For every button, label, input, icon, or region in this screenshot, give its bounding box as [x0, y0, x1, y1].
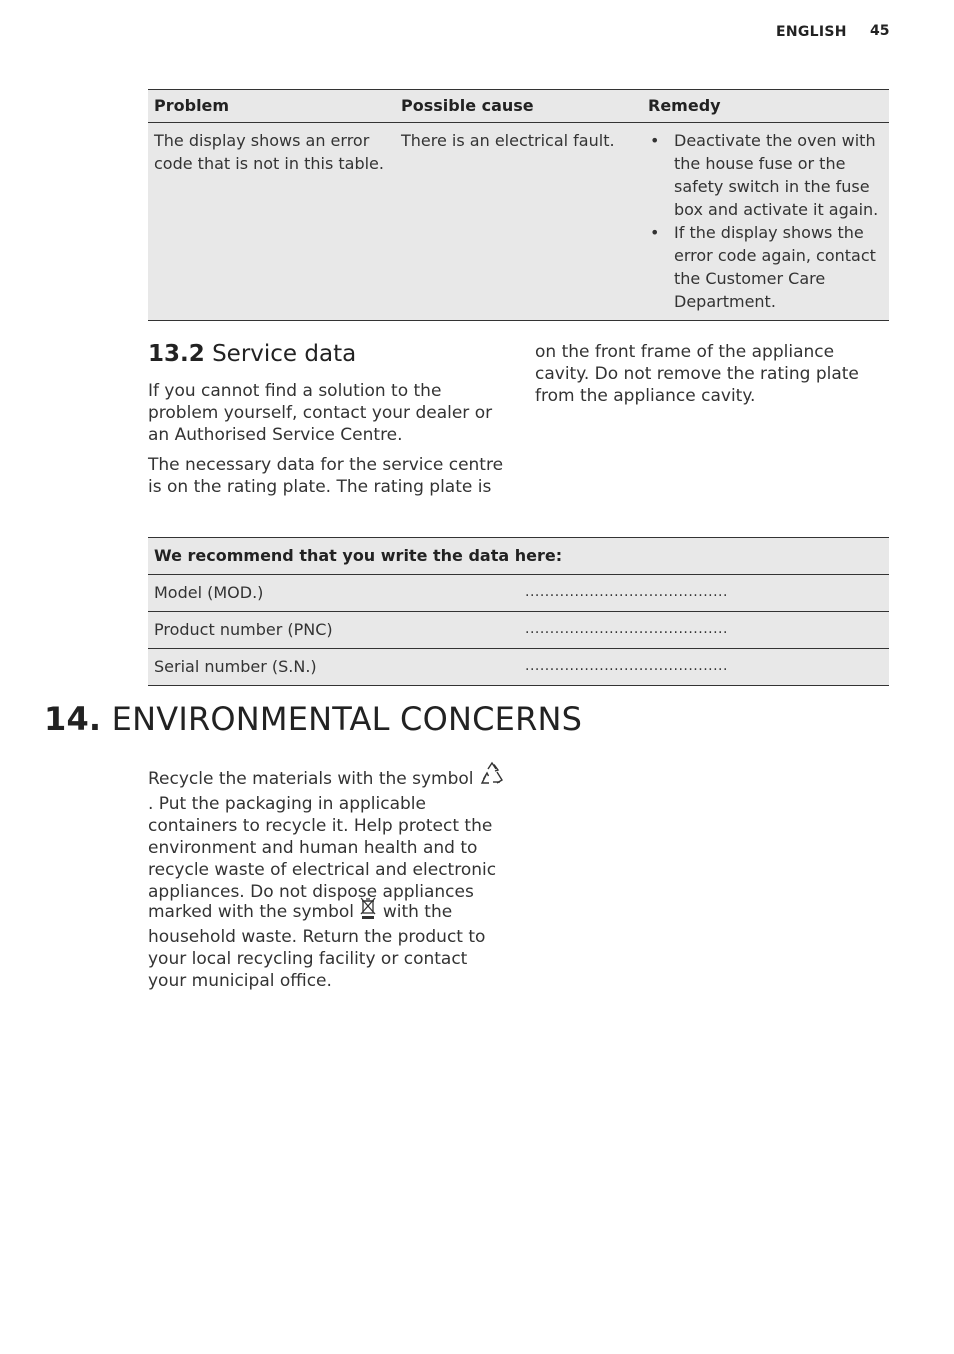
service-paragraph-1: If you cannot find a solution to the problem yourself, contact your dealer or an Authorised Service Centre.: [148, 381, 493, 445]
table-header-row: [148, 90, 889, 123]
table-row: [148, 123, 889, 321]
service-paragraph-3: on the front frame of the appliance cavity. Do not remove the rating plate from the appliance cavity.: [535, 342, 859, 406]
chapter-title-text: ENVIRONMENTAL CONCERNS: [111, 700, 583, 738]
remedy-list: [648, 129, 883, 313]
environment-paragraph-1: [148, 761, 508, 903]
remedy-cell: [642, 123, 889, 321]
section-number: 13.2: [148, 341, 205, 367]
table-row: [148, 649, 889, 686]
bullet-icon: •: [650, 223, 660, 242]
environment-text: . Put the packaging in applicable containers to recycle it. Help protect the environment and human health and to recycle waste of electrical and electronic appliances. Do not dispose appliances: [148, 794, 497, 902]
recycle-icon: [479, 761, 505, 793]
row-label: Product number (PNC): [148, 612, 519, 649]
bullet-icon: •: [650, 131, 660, 150]
page-header: [0, 22, 954, 42]
remedy-text: If the display shows the error code again, contact the Customer Care Department.: [674, 223, 876, 311]
troubleshooting-table: [148, 89, 889, 321]
environment-text: with the household waste. Return the product to your local recycling facility or contact your municipal office.: [148, 902, 486, 991]
chapter-title: [44, 700, 582, 738]
table-row: [148, 612, 889, 649]
remedy-text: Deactivate the oven with the house fuse or the safety switch in the fuse box and activate it again.: [674, 131, 879, 219]
section-title-text: Service data: [212, 341, 357, 367]
problem-cell: The display shows an error code that is not in this table.: [148, 123, 395, 321]
column-header-cause: Possible cause: [395, 90, 642, 123]
row-value: .........................................: [519, 649, 889, 686]
environment-paragraph-2: [148, 896, 508, 992]
header-language: ENGLISH: [776, 24, 847, 40]
list-item: [648, 221, 883, 313]
row-label: Serial number (S.N.): [148, 649, 519, 686]
table-row: [148, 575, 889, 612]
crossed-bin-icon: [359, 896, 377, 926]
table-header-row: [148, 538, 889, 575]
list-item: [648, 129, 883, 221]
service-paragraph-2: The necessary data for the service centre is on the rating plate. The rating plate is: [148, 455, 504, 497]
row-value: .........................................: [519, 575, 889, 612]
row-value: .........................................: [519, 612, 889, 649]
section-title: [148, 341, 356, 367]
row-label: Model (MOD.): [148, 575, 519, 612]
data-table-header: We recommend that you write the data here:: [148, 538, 889, 575]
column-header-problem: Problem: [148, 90, 395, 123]
environment-text: marked with the symbol: [148, 902, 360, 922]
chapter-number: 14.: [44, 700, 102, 738]
cause-cell: There is an electrical fault.: [395, 123, 642, 321]
column-header-remedy: Remedy: [642, 90, 889, 123]
service-data-table: [148, 537, 889, 686]
environment-text: Recycle the materials with the symbol: [148, 769, 479, 789]
page-number: 45: [870, 23, 890, 39]
